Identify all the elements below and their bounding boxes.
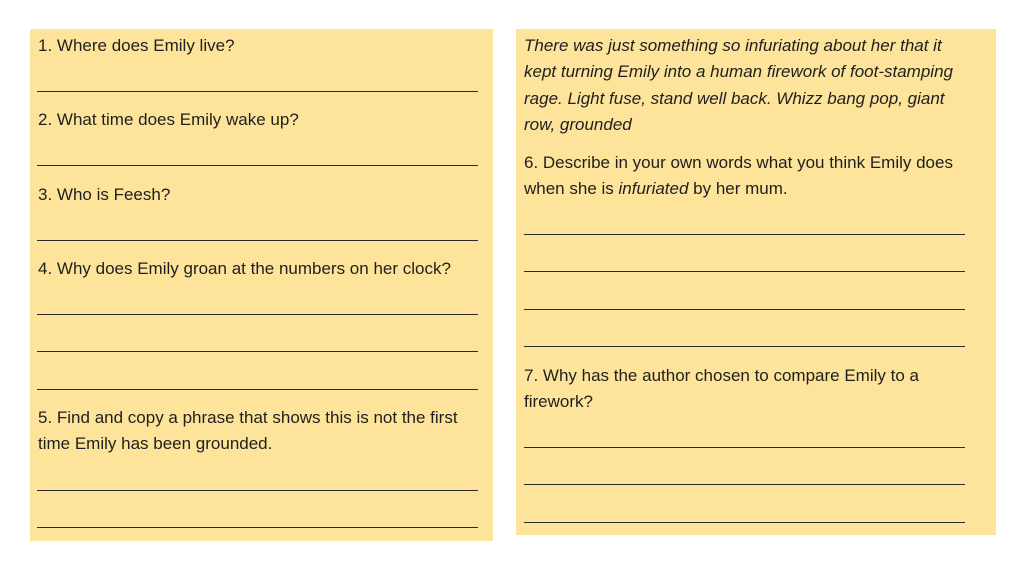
quote-line-4: row, grounded — [524, 115, 632, 134]
question-5-line-1: 5. Find and copy a phrase that shows this is not the first — [38, 408, 458, 427]
answer-line-q7-c[interactable] — [524, 522, 965, 523]
answer-line-q4-b[interactable] — [37, 351, 478, 352]
question-6-line-2 — [524, 176, 788, 203]
answer-line-q7-a[interactable] — [524, 447, 965, 448]
quote-line-3: rage. Light fuse, stand well back. Whizz bang pop, giant — [524, 89, 945, 108]
question-6-emphasis: infuriated — [618, 179, 689, 198]
question-6-text-before: when she is — [524, 179, 619, 198]
answer-line-q2[interactable] — [37, 165, 478, 166]
question-3: 3. Who is Feesh? — [38, 185, 171, 204]
answer-line-q5-a[interactable] — [37, 490, 478, 491]
answer-line-q4-a[interactable] — [37, 314, 478, 315]
answer-line-q4-c[interactable] — [37, 389, 478, 390]
answer-line-q6-d[interactable] — [524, 346, 965, 347]
worksheet-right-panel — [516, 29, 996, 535]
question-7-line-2: firework? — [524, 392, 593, 411]
worksheet-left-panel — [30, 29, 493, 541]
quote-line-2: kept turning Emily into a human firework of foot-stamping — [524, 62, 953, 81]
answer-line-q1[interactable] — [37, 91, 478, 92]
question-4: 4. Why does Emily groan at the numbers on her clock? — [38, 259, 451, 278]
question-5-line-2: time Emily has been grounded. — [38, 434, 273, 453]
question-7-line-1: 7. Why has the author chosen to compare Emily to a — [524, 366, 919, 385]
answer-line-q5-b[interactable] — [37, 527, 478, 528]
answer-line-q6-a[interactable] — [524, 234, 965, 235]
question-6-line-1: 6. Describe in your own words what you think Emily does — [524, 153, 953, 172]
answer-line-q7-b[interactable] — [524, 484, 965, 485]
answer-line-q6-c[interactable] — [524, 309, 965, 310]
question-6-text-after: by her mum. — [688, 179, 788, 198]
answer-line-q3[interactable] — [37, 240, 478, 241]
question-2: 2. What time does Emily wake up? — [38, 110, 299, 129]
quote-line-1: There was just something so infuriating about her that it — [524, 36, 942, 55]
question-1: 1. Where does Emily live? — [38, 36, 235, 55]
answer-line-q6-b[interactable] — [524, 271, 965, 272]
